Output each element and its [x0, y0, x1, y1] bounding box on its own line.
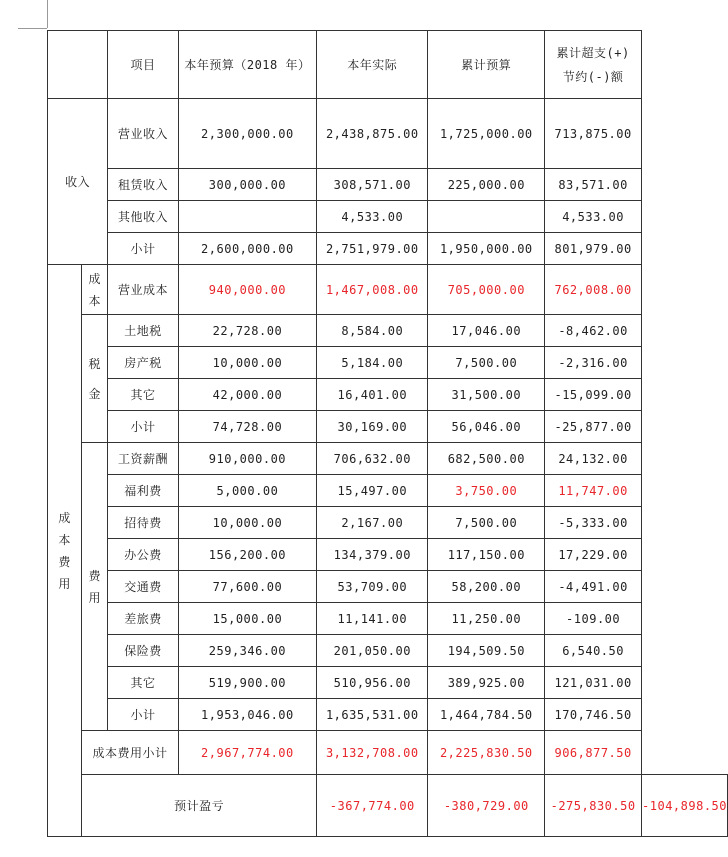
- cell-cumulative: 1,464,784.50: [428, 699, 545, 731]
- tax-subgroup-label-text: 税金: [88, 356, 102, 401]
- income-group-label: 收入: [48, 99, 108, 265]
- table-row: [48, 233, 728, 265]
- row-name: 预计盈亏: [82, 775, 317, 837]
- cell-actual: 15,497.00: [317, 475, 428, 507]
- cell-actual: -380,729.00: [428, 775, 545, 837]
- cell-budget: 910,000.00: [178, 443, 316, 475]
- header-row: [48, 31, 728, 99]
- cell-budget: 2,300,000.00: [178, 99, 316, 169]
- cell-actual: 308,571.00: [317, 169, 428, 201]
- cell-cumulative: 11,250.00: [428, 603, 545, 635]
- row-name: 交通费: [108, 571, 178, 603]
- cell-variance: -4,491.00: [545, 571, 642, 603]
- cell-budget: 22,728.00: [178, 315, 316, 347]
- cell-variance: 24,132.00: [545, 443, 642, 475]
- row-name: 土地税: [108, 315, 178, 347]
- cell-variance: 4,533.00: [545, 201, 642, 233]
- cell-variance: -5,333.00: [545, 507, 642, 539]
- cell-cumulative: 17,046.00: [428, 315, 545, 347]
- table-row: [48, 99, 728, 169]
- cell-budget: 156,200.00: [178, 539, 316, 571]
- header-budget: 本年预算（2018 年）: [178, 31, 316, 99]
- row-name: 办公费: [108, 539, 178, 571]
- cell-variance: -15,099.00: [545, 379, 642, 411]
- header-variance-line2: 节约(-)额: [562, 69, 624, 84]
- cell-actual: 3,132,708.00: [317, 731, 428, 775]
- cell-variance: 83,571.00: [545, 169, 642, 201]
- row-name: 成本费用小计: [82, 731, 178, 775]
- cell-actual: 201,050.00: [317, 635, 428, 667]
- cell-cumulative: 1,950,000.00: [428, 233, 545, 265]
- cell-budget: 259,346.00: [178, 635, 316, 667]
- cell-actual: 2,751,979.00: [317, 233, 428, 265]
- row-name: 招待费: [108, 507, 178, 539]
- header-actual: 本年实际: [317, 31, 428, 99]
- cell-budget: 519,900.00: [178, 667, 316, 699]
- cell-actual: 1,635,531.00: [317, 699, 428, 731]
- cell-cumulative: 117,150.00: [428, 539, 545, 571]
- budget-table: [47, 30, 728, 837]
- table-row: [48, 169, 728, 201]
- cell-actual: 5,184.00: [317, 347, 428, 379]
- cell-budget: 10,000.00: [178, 507, 316, 539]
- row-name: 工资薪酬: [108, 443, 178, 475]
- row-name: 小计: [108, 411, 178, 443]
- table-row: [48, 635, 728, 667]
- cost-group-label: [48, 265, 82, 837]
- cell-budget: 1,953,046.00: [178, 699, 316, 731]
- cell-budget: 2,600,000.00: [178, 233, 316, 265]
- cell-cumulative: 705,000.00: [428, 265, 545, 315]
- table-row: [48, 731, 728, 775]
- cell-cumulative: 31,500.00: [428, 379, 545, 411]
- row-name: 福利费: [108, 475, 178, 507]
- cell-variance: 17,229.00: [545, 539, 642, 571]
- cell-cumulative: 682,500.00: [428, 443, 545, 475]
- cell-cumulative: 58,200.00: [428, 571, 545, 603]
- cell-cumulative: 3,750.00: [428, 475, 545, 507]
- cost-subgroup-label: [82, 265, 108, 315]
- header-blank-cell: [48, 31, 108, 99]
- cell-variance: 11,747.00: [545, 475, 642, 507]
- cell-budget: -367,774.00: [317, 775, 428, 837]
- page-corner-mark: [18, 28, 47, 29]
- cell-budget: 300,000.00: [178, 169, 316, 201]
- cell-cumulative: 194,509.50: [428, 635, 545, 667]
- expense-subgroup-label: [82, 443, 108, 731]
- table-row: [48, 603, 728, 635]
- cell-cumulative: -275,830.50: [545, 775, 642, 837]
- row-name: 营业成本: [108, 265, 178, 315]
- cell-variance: -109.00: [545, 603, 642, 635]
- table-row: [48, 347, 728, 379]
- cell-cumulative: [428, 201, 545, 233]
- cost-group-label-text: 成本费用: [58, 510, 71, 591]
- header-variance-line1: 累计超支(+): [556, 45, 630, 60]
- cell-cumulative: 56,046.00: [428, 411, 545, 443]
- cell-variance: 6,540.50: [545, 635, 642, 667]
- header-item: 项目: [108, 31, 178, 99]
- cell-actual: 53,709.00: [317, 571, 428, 603]
- table-row: [48, 699, 728, 731]
- cell-variance: 801,979.00: [545, 233, 642, 265]
- cell-cumulative: 1,725,000.00: [428, 99, 545, 169]
- cell-budget: 2,967,774.00: [178, 731, 316, 775]
- cell-variance: -25,877.00: [545, 411, 642, 443]
- cell-cumulative: 225,000.00: [428, 169, 545, 201]
- table-row: [48, 775, 728, 837]
- cell-cumulative: 2,225,830.50: [428, 731, 545, 775]
- cell-actual: 11,141.00: [317, 603, 428, 635]
- table-row: [48, 201, 728, 233]
- cell-actual: 30,169.00: [317, 411, 428, 443]
- cell-variance: -2,316.00: [545, 347, 642, 379]
- cell-budget: 940,000.00: [178, 265, 316, 315]
- table-row: [48, 443, 728, 475]
- cell-variance: 906,877.50: [545, 731, 642, 775]
- cell-budget: 15,000.00: [178, 603, 316, 635]
- row-name: 差旅费: [108, 603, 178, 635]
- cell-variance: 121,031.00: [545, 667, 642, 699]
- row-name: 营业收入: [108, 99, 178, 169]
- header-cumulative-budget: 累计预算: [428, 31, 545, 99]
- cell-actual: 1,467,008.00: [317, 265, 428, 315]
- cell-actual: 2,167.00: [317, 507, 428, 539]
- cell-budget: 42,000.00: [178, 379, 316, 411]
- cell-variance: 713,875.00: [545, 99, 642, 169]
- cost-subgroup-label-text: 成本: [88, 271, 102, 308]
- cell-actual: 134,379.00: [317, 539, 428, 571]
- table-row: [48, 507, 728, 539]
- cell-variance: -8,462.00: [545, 315, 642, 347]
- row-name: 其它: [108, 379, 178, 411]
- table-row: [48, 379, 728, 411]
- cell-budget: 74,728.00: [178, 411, 316, 443]
- header-variance: [545, 31, 642, 99]
- table-row: [48, 315, 728, 347]
- table-row: [48, 265, 728, 315]
- cell-budget: [178, 201, 316, 233]
- row-name: 保险费: [108, 635, 178, 667]
- cell-actual: 510,956.00: [317, 667, 428, 699]
- row-name: 其他收入: [108, 201, 178, 233]
- cell-cumulative: 389,925.00: [428, 667, 545, 699]
- table-row: [48, 539, 728, 571]
- expense-subgroup-label-text: 费用: [88, 568, 102, 605]
- page-corner-mark: [47, 0, 48, 28]
- cell-cumulative: 7,500.00: [428, 347, 545, 379]
- tax-subgroup-label: [82, 315, 108, 443]
- row-name: 小计: [108, 699, 178, 731]
- cell-budget: 10,000.00: [178, 347, 316, 379]
- row-name: 其它: [108, 667, 178, 699]
- cell-actual: 8,584.00: [317, 315, 428, 347]
- table-row: [48, 475, 728, 507]
- cell-cumulative: 7,500.00: [428, 507, 545, 539]
- table-row: [48, 571, 728, 603]
- cell-variance: 762,008.00: [545, 265, 642, 315]
- row-name: 房产税: [108, 347, 178, 379]
- cell-actual: 4,533.00: [317, 201, 428, 233]
- cell-actual: 2,438,875.00: [317, 99, 428, 169]
- cell-variance: -104,898.50: [642, 775, 728, 837]
- cell-budget: 77,600.00: [178, 571, 316, 603]
- row-name: 租赁收入: [108, 169, 178, 201]
- cell-actual: 706,632.00: [317, 443, 428, 475]
- cell-actual: 16,401.00: [317, 379, 428, 411]
- table-row: [48, 411, 728, 443]
- cell-budget: 5,000.00: [178, 475, 316, 507]
- table-row: [48, 667, 728, 699]
- row-name: 小计: [108, 233, 178, 265]
- cell-variance: 170,746.50: [545, 699, 642, 731]
